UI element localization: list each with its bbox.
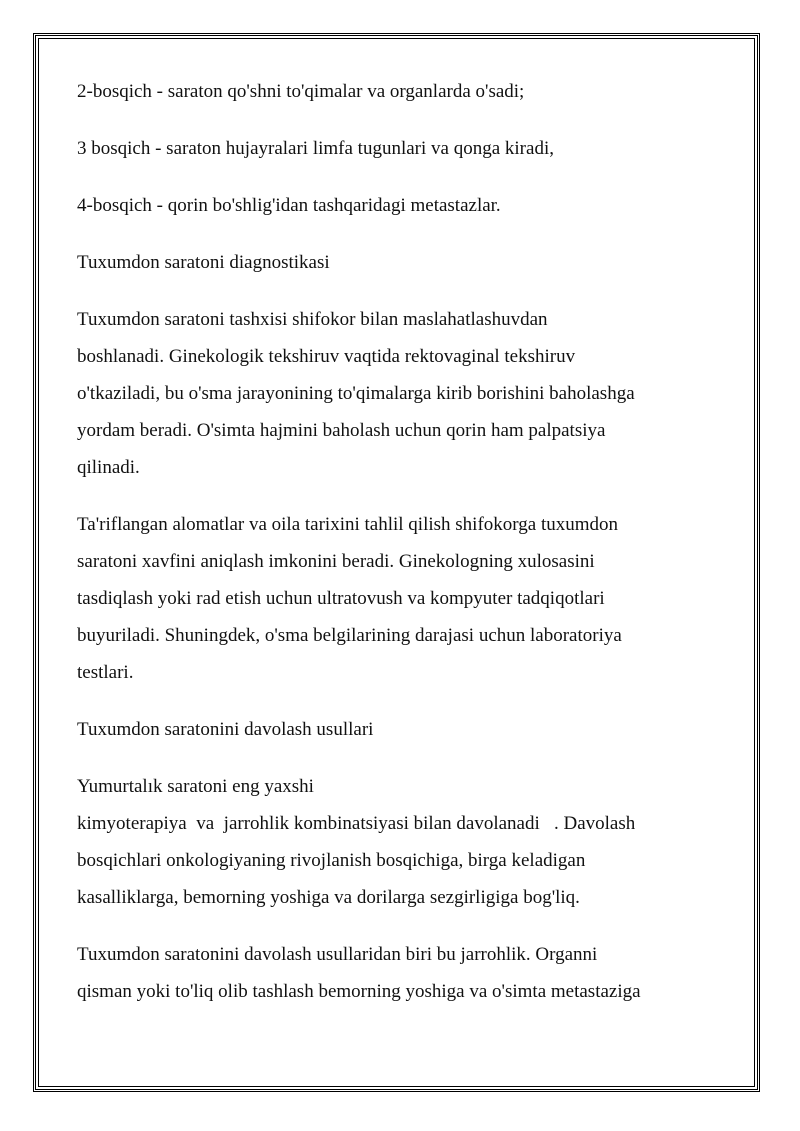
text-line: bosqichlari onkologiyaning rivojlanish bosqichiga, birga keladigan <box>77 850 586 871</box>
text-line: boshlanadi. Ginekologik tekshiruv vaqtida rektovaginal tekshiruv <box>77 346 576 367</box>
text-line: kasalliklarga, bemorning yoshiga va dorilarga sezgirligiga bog'liq. <box>77 887 580 908</box>
paragraph-risk-assessment <box>77 506 727 691</box>
text-line: Tuxumdon saratonini davolash usullaridan biri bu jarrohlik. Organni <box>77 944 598 965</box>
text-line: 3 bosqich - saraton hujayralari limfa tugunlari va qonga kiradi, <box>77 138 554 159</box>
paragraph-treatment-combination <box>77 768 727 916</box>
text-line: tasdiqlash yoki rad etish uchun ultratovush va kompyuter tadqiqotlari <box>77 588 605 609</box>
text-line: Yumurtalık saratoni eng yaxshi <box>77 776 314 797</box>
text-line: testlari. <box>77 662 134 683</box>
text-line: buyuriladi. Shuningdek, o'sma belgilarining darajasi uchun laboratoriya <box>77 625 622 646</box>
paragraph-surgery <box>77 936 727 1010</box>
text-line: 4-bosqich - qorin bo'shlig'idan tashqaridagi metastazlar. <box>77 195 501 216</box>
text-line: Tuxumdon saratonini davolash usullari <box>77 719 374 740</box>
text-line: 2-bosqich - saraton qo'shni to'qimalar va organlarda o'sadi; <box>77 81 525 102</box>
text-line: kimyoterapiya va jarrohlik kombinatsiyasi bilan davolanadi . Davolash <box>77 813 636 834</box>
text-line: Ta'riflangan alomatlar va oila tarixini tahlil qilish shifokorga tuxumdon <box>77 514 619 535</box>
paragraph-stage-3 <box>77 130 727 167</box>
text-line: saratoni xavfini aniqlash imkonini beradi. Ginekologning xulosasini <box>77 551 595 572</box>
text-line: Tuxumdon saratoni diagnostikasi <box>77 252 330 273</box>
text-line: o'tkaziladi, bu o'sma jarayonining to'qimalarga kirib borishini baholashga <box>77 383 635 404</box>
text-line: qilinadi. <box>77 457 140 478</box>
paragraph-stage-4 <box>77 187 727 224</box>
text-line: Tuxumdon saratoni tashxisi shifokor bilan maslahatlashuvdan <box>77 309 548 330</box>
text-line: yordam beradi. O'simta hajmini baholash uchun qorin ham palpatsiya <box>77 420 606 441</box>
heading-treatment <box>77 711 727 748</box>
paragraph-stage-2 <box>77 73 727 110</box>
document-body <box>77 73 727 1030</box>
heading-diagnostics <box>77 244 727 281</box>
text-line: qisman yoki to'liq olib tashlash bemorning yoshiga va o'simta metastaziga <box>77 981 641 1002</box>
paragraph-diagnosis-consultation <box>77 301 727 486</box>
